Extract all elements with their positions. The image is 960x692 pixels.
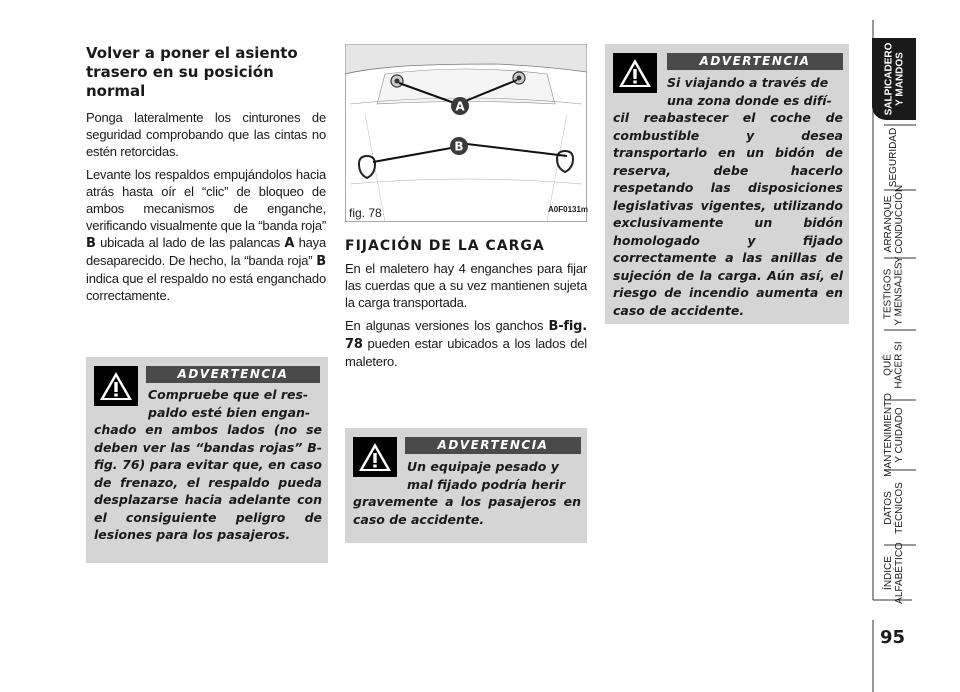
text-run: indica que el respaldo no está enganchado correctamente. <box>86 271 326 303</box>
middle-column-text <box>345 238 587 376</box>
ref-a: A <box>284 236 295 251</box>
tab-label: MANTENIMIENTO Y CUIDADO <box>883 393 905 477</box>
ref-fig-78: B-fig. 78 <box>345 319 587 352</box>
figure-label: fig. 78 <box>349 206 382 220</box>
cargo-heading: FIJACIÓN DE LA CARGA <box>345 238 545 254</box>
warning-text <box>613 74 843 319</box>
warning-box-seat <box>86 357 328 563</box>
ref-b: B <box>316 254 326 269</box>
text-run: Levante los respaldos empujándolos hacia atrás hasta oír el “clic” de bloqueo de ambos mecanismos de enganche, verificando visualmente que la “banda roja” <box>86 167 326 233</box>
trunk-illustration <box>345 44 587 222</box>
page-number: 95 <box>880 627 906 648</box>
text-run: haya desaparecido. De hecho, la “banda roja” <box>86 235 326 268</box>
tab-arranque[interactable] <box>872 184 916 264</box>
text-run: ubicada al lado de las palancas <box>100 235 280 250</box>
ref-b: B <box>86 236 96 251</box>
section-heading <box>86 44 326 101</box>
figure-78 <box>345 44 587 222</box>
warning-line: Si viajando a través de <box>667 75 829 90</box>
tab-seguridad[interactable] <box>872 126 916 188</box>
heading-line-2: trasero en su posición normal <box>86 63 274 100</box>
warning-rest: cil reabastecer el coche de combustible y desea transportarlo en un bidón de reserva, debe hacerlo respetando las disposiciones legislativas vigentes, utilizando exclusivamente un bidón homologado y fijado correctamente a las anillas de sujeción de la carga. Aún así, el riesgo de incendio aumenta en caso de accidente. <box>613 110 843 318</box>
warning-rest: chado en ambos lados (no se deben ver las “bandas rojas” B-fig. 76) para evitar que, en caso de frenazo, el respaldo pueda desplazarse hacia adelante con el consiguiente peligro de lesiones para los pasajeros. <box>94 422 322 542</box>
paragraph-hooks: En el maletero hay 4 enganches para fijar las cuerdas que a su vez mantienen sujeta la carga transportada. <box>345 261 587 310</box>
heading-line-1: Volver a poner el asiento <box>86 44 298 62</box>
warning-line: mal fijado podría herir <box>407 476 566 492</box>
tab-label: TESTIGOS Y MENSAJES <box>883 262 906 326</box>
paragraph-backrest <box>86 166 326 304</box>
warning-box-fuel <box>605 44 849 324</box>
tab-label: DATOS TÉCNICOS <box>883 481 906 534</box>
tab-label: SEGURIDAD <box>888 127 900 187</box>
warning-rest: gravemente a los pasajeros en caso de accidente. <box>353 494 581 527</box>
tab-indice[interactable] <box>872 542 916 604</box>
text-run: En algunas versiones los ganchos <box>345 318 544 333</box>
tab-label: QUÉ HACER SI <box>883 341 906 389</box>
warning-title: ADVERTENCIA <box>146 366 320 383</box>
warning-triangle-icon <box>613 53 657 93</box>
left-column <box>86 44 326 310</box>
paragraph-belts: Ponga lateralmente los cinturones de seguridad comprobando que las cintas no estén retorcidas. <box>86 110 326 159</box>
marker-a: A <box>455 99 465 114</box>
text-run: pueden estar ubicados a los lados del maletero. <box>345 336 587 369</box>
warning-title: ADVERTENCIA <box>405 437 581 454</box>
warning-line: paldo esté bien engan- <box>148 404 311 420</box>
tab-mantenimiento[interactable] <box>872 393 916 477</box>
tab-que-hacer[interactable] <box>872 332 916 398</box>
marker-b: B <box>454 139 464 154</box>
warning-box-luggage <box>345 428 587 543</box>
paragraph-versions <box>345 317 587 370</box>
tab-testigos[interactable] <box>872 260 916 328</box>
warning-text <box>94 386 322 544</box>
tab-salpicadero[interactable] <box>872 38 916 120</box>
warning-triangle-icon <box>353 437 397 477</box>
figure-code: A0F0131m <box>548 205 589 214</box>
tab-label: SALPICADERO Y MANDOS <box>883 42 906 116</box>
warning-triangle-icon <box>94 366 138 406</box>
tab-label: ARRANQUE Y CONDUCCIÓN <box>883 184 905 264</box>
warning-line: Compruebe que el res- <box>148 387 309 402</box>
warning-line: Un equipaje pesado y <box>407 459 559 474</box>
tab-datos[interactable] <box>872 472 916 543</box>
warning-line: una zona donde es difí- <box>667 92 832 108</box>
tab-label: ÍNDICE ALFABÉTICO <box>883 542 905 604</box>
warning-title: ADVERTENCIA <box>667 53 843 70</box>
